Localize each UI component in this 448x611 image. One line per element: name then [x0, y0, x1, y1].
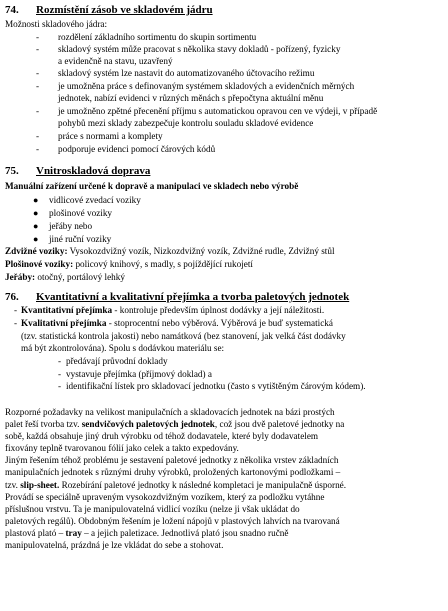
term-label: Jeřáby:	[5, 272, 36, 282]
section-number: 74.	[5, 4, 19, 16]
paragraph-line: sobě, každá obsahuje jiný druh výrobku od téhož dodavatele, které byly dodavatelem	[5, 431, 319, 441]
round-bullet: ●	[33, 234, 39, 244]
round-bullet: ●	[33, 221, 39, 231]
list-item-continuation: pohybů mezi sklady zabezpečuje kontrolu souladu skladové evidence	[58, 118, 314, 128]
list-item: práce s normami a komplety	[58, 131, 163, 141]
term-label: Kvantitativní přejímka	[21, 305, 113, 315]
sub-list-item: předávají průvodní doklady	[66, 356, 168, 366]
jeraby-line	[5, 272, 125, 283]
sub-list-item: identifikační lístek pro skladovací jednotku (často s vytištěným čárovým kódem).	[66, 381, 366, 391]
section-title: Vnitroskladová doprava	[36, 165, 151, 177]
section-number: 76.	[5, 291, 19, 303]
paragraph-line: (tzv. statistická kontrola jakosti) nebo namátková (bez stanovení, jak velká část dodávky	[21, 331, 346, 341]
dash-bullet: -	[36, 32, 40, 42]
dash-bullet: -	[36, 106, 40, 116]
paragraph-line: příslušnou vrstvu. Ta je manipulovatelná vidlicí vozíku (nelze ji však ukládat do	[5, 504, 300, 514]
term-label: sendvičových paletových jednotek	[81, 419, 215, 429]
round-bullet: ●	[33, 195, 39, 205]
text-run: – a jejich paletizace. Jednotlivá plató jsou snadno ručně	[81, 528, 289, 538]
dash-bullet: -	[36, 68, 40, 78]
list-item: je umožněna práce s definovaným systémem skladových a evidenčních měrných	[58, 81, 355, 91]
list-item: skladový systém může pracovat s několika stavy dokladů - pořízený, fyzicky	[58, 44, 341, 54]
list-item-continuation: a evidenčně na stavu, uzavřený	[58, 56, 173, 66]
term-text: Vysokozdvižný vozík, Nizkozdvižný vozík, Zdvižné rudle, Zdvižný stůl	[67, 246, 335, 256]
round-bullet: ●	[33, 208, 39, 218]
kvantitativni-line	[21, 305, 324, 316]
dash-bullet: -	[58, 356, 62, 366]
term-text: otočný, portálový lehký	[35, 272, 125, 282]
term-label: tray	[65, 528, 82, 538]
section-76-heading	[5, 292, 349, 303]
list-item: vidlicové zvedací voziky	[49, 195, 141, 205]
text-run: tzv.	[5, 480, 21, 490]
paragraph-line	[5, 419, 344, 430]
section-74-intro: Možnosti skladového jádra:	[5, 19, 108, 29]
section-75-intro: Manuální zařízení určené k dopravě a manipulaci ve skladech nebo výrobě	[5, 181, 299, 191]
paragraph-line: Jiným řešením téhož problému je sestavení paletové jednotky z několika vrstev základních	[5, 455, 339, 465]
plosinove-voziky-line	[5, 259, 253, 270]
list-item: jeřáby nebo	[49, 221, 93, 231]
list-item: jiné ruční voziky	[49, 234, 112, 244]
dash-bullet: -	[58, 381, 62, 391]
sub-list-item: vystavuje přejímka (příjmový doklad) a	[66, 369, 212, 379]
list-item: podporuje evidenci pomocí čárových kódů	[58, 144, 216, 154]
dash-bullet: -	[14, 305, 18, 315]
term-text: - kontroluje především úplnost dodávky a její náležitosti.	[112, 305, 325, 315]
paragraph-line: manipulačních jednotek s různými druhy výrobků, proložených kartonovými podložkami –	[5, 467, 341, 477]
list-item-continuation: jednotek, nabízí evidenci v různých měnách s přepočtyna aktuální měnu	[58, 93, 324, 103]
paragraph-line: má být zkontrolována). Spolu s dodávkou materiálu se:	[21, 343, 225, 353]
dash-bullet: -	[14, 318, 18, 328]
text-run: plastová plató –	[5, 528, 66, 538]
paragraph-line: Provádí se speciálně upraveným vysokozdvižným vozíkem, který za podložku vytáhne	[5, 492, 325, 502]
paragraph-line: Rozporné požadavky na velikost manipulačních a skladovacích jednotek na bázi prostých	[5, 407, 335, 417]
text-run: palet řeší tvorba tzv.	[5, 419, 82, 429]
section-75-heading	[5, 166, 150, 177]
section-74-heading	[5, 5, 213, 16]
dash-bullet: -	[36, 144, 40, 154]
paragraph-line	[5, 528, 288, 539]
paragraph-line: manipulovatelná, prázdná je lze vkládat do sebe a stohovat.	[5, 540, 224, 550]
paragraph-line: paletových regálů). Obdobným řešením je ložení nápojů v plastových lahvích na tvarovaná	[5, 516, 340, 526]
term-label: slip-sheet.	[20, 480, 60, 490]
term-text: - stoprocentní nebo výběrová. Výběrová je buď systematická	[106, 318, 333, 328]
term-text: policový knihový, s madly, s pojíždějící rukojetí	[73, 259, 253, 269]
section-title: Rozmístění zásob ve skladovém jádru	[36, 4, 213, 16]
text-run: , což jsou dvě paletové jednotky na	[214, 419, 345, 429]
text-run: Rozebírání paletové jednotky k následné kompletaci je manipulačně úsporné.	[59, 480, 347, 490]
list-item: skladový systém lze nastavit do automatizovaného účtovacího režimu	[58, 68, 315, 78]
paragraph-line: fixovány teplně tvarovanou fólií jako celek a takto expedovány.	[5, 443, 239, 453]
zdvizne-voziky-line	[5, 246, 335, 257]
dash-bullet: -	[36, 81, 40, 91]
dash-bullet: -	[36, 131, 40, 141]
dash-bullet: -	[36, 44, 40, 54]
term-label: Zdvižné voziky:	[5, 246, 68, 256]
paragraph-line	[5, 480, 346, 491]
term-label: Kvalitativní přejímka	[21, 318, 107, 328]
term-label: Plošinové voziky:	[5, 259, 74, 269]
list-item: rozdělení základního sortimentu do skupin sortimentu	[58, 32, 257, 42]
list-item: plošinové voziky	[49, 208, 113, 218]
dash-bullet: -	[58, 369, 62, 379]
list-item: je umožněno zpětné přecenění příjmu s automatickou opravou cen ve výdeji, v případě	[58, 106, 378, 116]
section-number: 75.	[5, 165, 19, 177]
kvalitativni-line	[21, 318, 333, 329]
section-title: Kvantitativní a kvalitativní přejímka a tvorba paletových jednotek	[36, 291, 350, 303]
